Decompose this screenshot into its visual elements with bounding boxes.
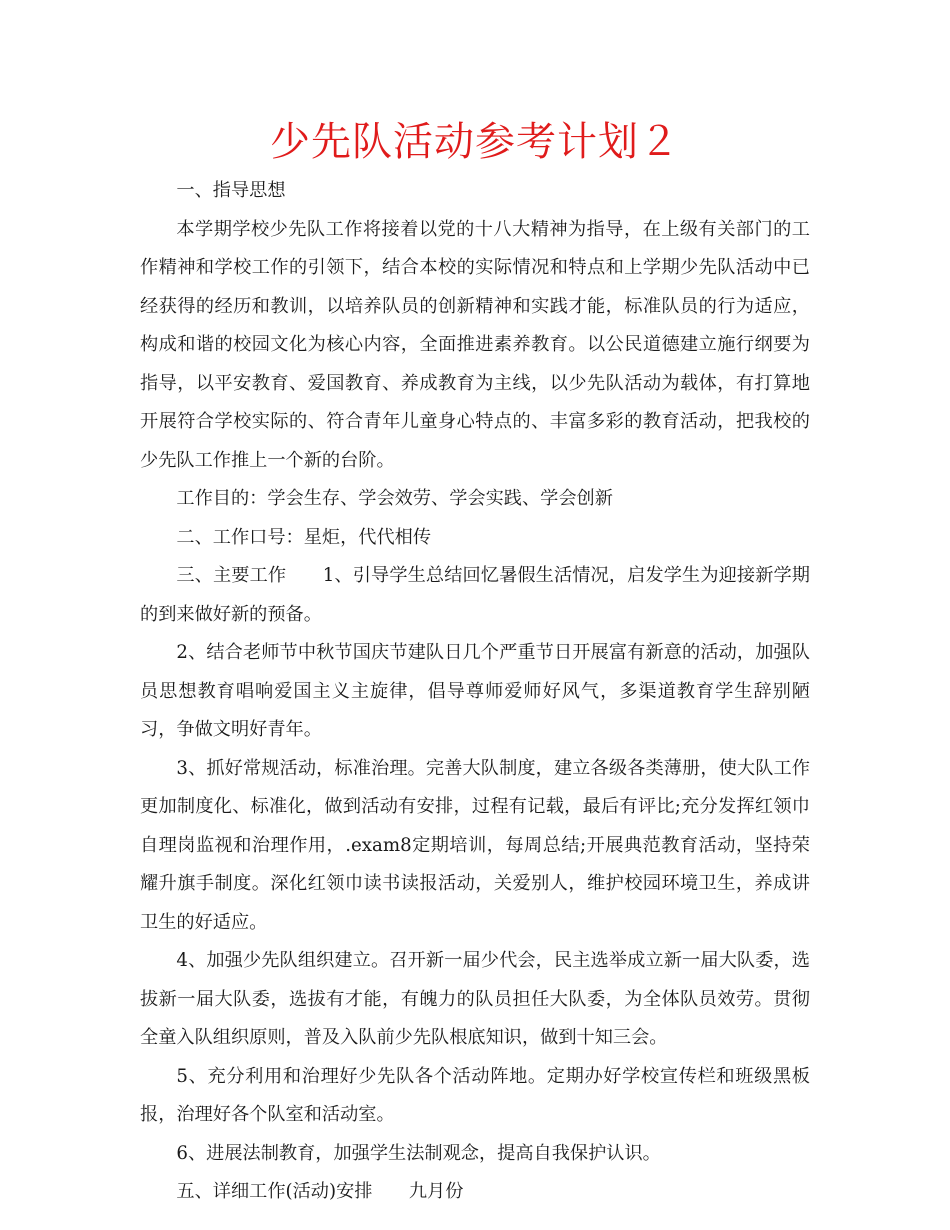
paragraph-main-work-4: 4、加强少先队组织建立。召开新一届少代会，民主选举成立新一届大队委，选拔新一届大队委，选拔有才能，有魄力的队员担任大队委，为全体队员效劳。贯彻全童入队组织原则，普及入队前少先队根底知识，做到十知三会。 — [140, 950, 810, 1048]
section-heading-guiding-ideology: 一、指导思想 — [176, 180, 286, 201]
paragraph-main-work-3: 3、抓好常规活动，标准治理。完善大队制度，建立各级各类薄册，使大队工作更加制度化、标准化，做到活动有安排，过程有记载，最后有评比;充分发挥红领巾自理岗监视和治理作用，.exam8定期培训，每周总结;开展典范教育活动，坚持荣耀升旗手制度。深化红领巾读书读报活动，关爱别人，维护校园环境卫生，养成讲卫生的好适应。 — [140, 757, 810, 933]
paragraph-main-work-2: 2、结合老师节中秋节国庆节建队日几个严重节日开展富有新意的活动，加强队员思想教育唱响爱国主义主旋律，倡导尊师爱师好风气，多渠道教育学生辞别陋习，争做文明好青年。 — [140, 642, 810, 740]
section-heading-schedule: 五、详细工作(活动)安排 九月份 — [176, 1181, 464, 1202]
document-title: 少先队活动参考计划２ — [270, 119, 680, 165]
paragraph-main-work-5: 5、充分利用和治理好少先队各个活动阵地。定期办好学校宣传栏和班级黑板报，治理好各个队室和活动室。 — [140, 1065, 810, 1125]
paragraph-guiding-ideology: 本学期学校少先队工作将接着以党的十八大精神为指导，在上级有关部门的工作精神和学校工作的引领下，结合本校的实际情况和特点和上学期少先队活动中已经获得的经历和教训，以培养队员的创新精神和实践才能，标准队员的行为适应，构成和谐的校园文化为核心内容，全面推进素养教育。以公民道德建立施行纲要为指导，以平安教育、爱国教育、养成教育为主线，以少先队活动为载体，有打算地开展符合学校实际的、符合青年儿童身心特点的、丰富多彩的教育活动，把我校的少先队工作推上一个新的台阶。 — [140, 218, 810, 471]
document-body — [140, 172, 810, 1212]
paragraph-main-work-6: 6、进展法制教育，加强学生法制观念，提高自我保护认识。 — [176, 1142, 661, 1164]
paragraph-main-work-1: 三、主要工作 1、引导学生总结回忆暑假生活情况，启发学生为迎接新学期的到来做好新的预备。 — [140, 565, 810, 625]
paragraph-work-goals: 工作目的：学会生存、学会效劳、学会实践、学会创新 — [176, 488, 613, 509]
section-heading-slogan: 二、工作口号：星炬，代代相传 — [176, 526, 432, 548]
